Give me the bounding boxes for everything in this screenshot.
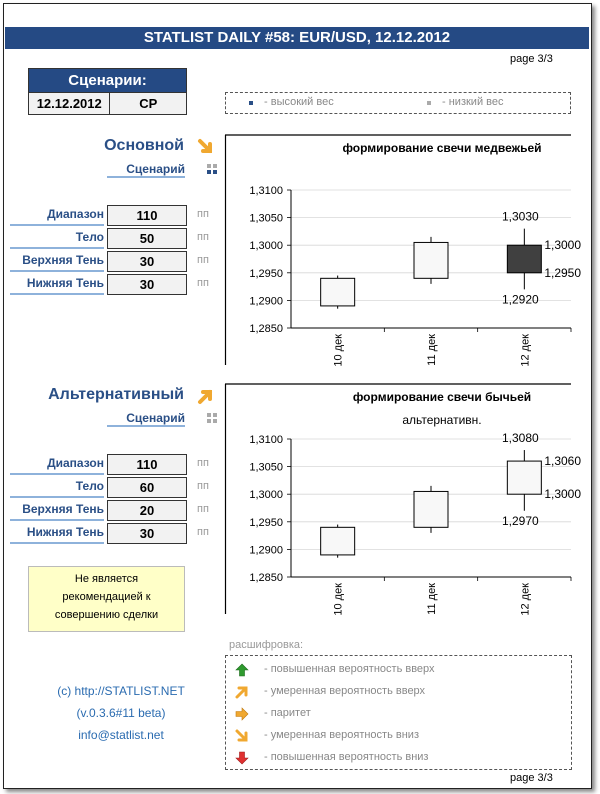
candle-body: [507, 461, 541, 494]
arrow-down-icon: [235, 751, 249, 765]
y-tick-label: 1,3100: [249, 185, 283, 197]
param-label: Тело: [10, 228, 104, 249]
data-label: 1,3030: [501, 209, 539, 224]
y-tick-label: 1,2900: [249, 544, 283, 557]
param-unit: пп: [197, 457, 209, 469]
candle-body: [414, 242, 448, 278]
param-label: Верхняя Тень: [10, 251, 104, 272]
data-label: 1,3000: [544, 238, 582, 253]
y-tick-label: 1,3050: [249, 212, 283, 225]
param-value: 60: [107, 477, 187, 498]
disclaimer-line-3: совершению сделки: [54, 609, 159, 621]
weight-legend: [225, 92, 571, 114]
param-unit: пп: [197, 231, 209, 243]
decode-text: - умеренная вероятность вверх: [264, 685, 426, 697]
x-tick-label: 12 дек: [519, 583, 532, 616]
data-label: 1,2970: [501, 513, 539, 528]
main-scenario-title: Основной: [104, 137, 184, 154]
y-tick-label: 1,2850: [249, 323, 283, 335]
param-value: 20: [107, 500, 187, 521]
low-weight-icon: [206, 412, 218, 424]
x-tick-label: 11 дек: [426, 334, 438, 366]
main-scenario-subtitle: Сценарий: [107, 162, 185, 178]
high-weight-label: - высокий вес: [264, 96, 334, 108]
y-tick-label: 1,2950: [249, 267, 283, 280]
y-tick-label: 1,3000: [249, 240, 283, 253]
param-label: Нижняя Тень: [10, 523, 104, 544]
disclaimer-line-2: рекомендацией к: [62, 591, 151, 603]
candle-body: [414, 491, 448, 527]
decode-text: - повышенная вероятность вверх: [264, 663, 435, 675]
chart-title: формирование свечи медвежьей: [342, 141, 542, 155]
scenarios-header: Сценарии:: [28, 68, 187, 93]
low-weight-label: - низкий вес: [442, 96, 504, 108]
scenario-date: 12.12.2012: [29, 93, 110, 114]
candle-body: [507, 245, 541, 273]
param-unit: пп: [197, 503, 209, 515]
decode-item-parity: [226, 704, 566, 724]
decode-legend-label: расшифровка:: [229, 639, 304, 651]
param-value: 110: [107, 205, 187, 226]
param-label: Диапазон: [10, 454, 104, 475]
footer-version: (v.0.3.6#11 beta): [76, 706, 166, 720]
decode-item-moderate-down: [226, 726, 566, 746]
low-weight-icon: [426, 97, 438, 109]
y-tick-label: 1,3100: [249, 434, 283, 446]
x-tick-label: 10 дек: [332, 583, 345, 616]
alt-scenario-title: Альтернативный: [48, 386, 184, 403]
scenarios-box: [28, 68, 187, 115]
param-value: 110: [107, 454, 187, 475]
data-label: 1,2920: [501, 292, 539, 307]
arrow-up-right-icon: [198, 388, 214, 404]
chart-title: формирование свечи бычьей: [352, 390, 532, 404]
y-tick-label: 1,2900: [249, 295, 283, 308]
arrow-up-icon: [235, 663, 249, 677]
param-value: 30: [107, 523, 187, 544]
param-label: Тело: [10, 477, 104, 498]
footer-email-link[interactable]: info@statlist.net: [78, 728, 164, 742]
data-label: 1,3060: [544, 454, 582, 469]
decode-item-moderate-up: [226, 682, 566, 702]
x-tick-label: 11 дек: [426, 583, 438, 615]
param-label: Диапазон: [10, 205, 104, 226]
y-tick-label: 1,2950: [249, 516, 283, 529]
param-value: 30: [107, 251, 187, 272]
data-label: 1,3080: [501, 431, 539, 446]
disclaimer-line-1: Не является: [74, 573, 139, 585]
y-tick-label: 1,3000: [249, 489, 283, 502]
decode-text: - умеренная вероятность вниз: [264, 729, 419, 741]
decode-legend: [225, 655, 572, 770]
decode-text: - повышенная вероятность вниз: [264, 751, 429, 763]
high-weight-icon: [206, 163, 218, 175]
decode-item-strong-down: [226, 748, 566, 768]
x-tick-label: 10 дек: [332, 334, 345, 367]
param-unit: пп: [197, 254, 209, 266]
param-unit: пп: [197, 480, 209, 492]
y-tick-label: 1,3050: [249, 461, 283, 474]
disclaimer-note: [28, 566, 185, 632]
alt-candle-chart: [225, 384, 582, 616]
decode-text: - паритет: [264, 707, 311, 719]
data-label: 1,3000: [544, 487, 582, 502]
y-tick-label: 1,2850: [249, 572, 283, 584]
arrow-down-right-icon: [235, 729, 249, 743]
candle-body: [321, 527, 355, 555]
chart-subtitle: альтернативн.: [402, 413, 482, 427]
footer-site-link[interactable]: (c) http://STATLIST.NET: [57, 684, 185, 698]
high-weight-icon: [248, 97, 260, 109]
arrow-right-icon: [235, 707, 249, 721]
scenario-code: СР: [110, 93, 186, 114]
main-candle-chart: [225, 135, 582, 367]
alt-scenario-subtitle: Сценарий: [107, 411, 185, 427]
param-unit: пп: [197, 277, 209, 289]
arrow-up-right-icon: [235, 685, 249, 699]
param-value: 30: [107, 274, 187, 295]
param-label: Нижняя Тень: [10, 274, 104, 295]
report-title: STATLIST DAILY #58: EUR/USD, 12.12.2012: [5, 27, 589, 49]
page-number-bottom: page 3/3: [510, 772, 553, 784]
arrow-down-right-icon: [198, 139, 214, 155]
candle-body: [321, 278, 355, 306]
page-number-top: page 3/3: [510, 53, 553, 65]
x-tick-label: 12 дек: [519, 334, 532, 367]
param-unit: пп: [197, 208, 209, 220]
data-label: 1,2950: [544, 265, 582, 280]
param-value: 50: [107, 228, 187, 249]
param-label: Верхняя Тень: [10, 500, 104, 521]
param-unit: пп: [197, 526, 209, 538]
decode-item-strong-up: [226, 660, 566, 680]
